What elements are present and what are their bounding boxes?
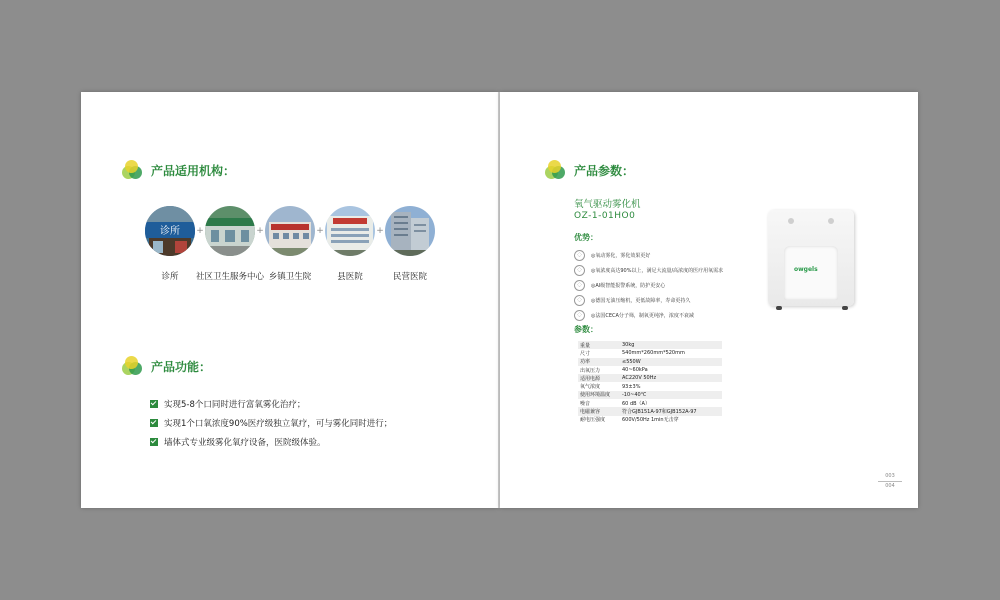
page-number-divider — [878, 481, 902, 482]
specs-table — [578, 341, 722, 424]
table-row: 尺寸 540mm*260mm*520mm — [580, 350, 685, 357]
list-item: ◌ ◎氧浓度高达90%以上，满足大流量/高浓度的医疗用氧需求 — [574, 263, 723, 278]
institution-label: 社区卫生服务中心 — [195, 272, 264, 282]
institutions-title: 产品适用机构： — [151, 163, 236, 178]
clinic-sign-text: 诊所 — [160, 226, 180, 237]
list-item: ◌ ◎法国CECA分子筛，制氧更纯净，浓度不衰减 — [574, 308, 723, 323]
page-number-top: 003 — [885, 473, 895, 479]
institution-label: 民营医院 — [392, 272, 427, 282]
institutions-row — [145, 206, 435, 282]
plus-icon: + — [376, 226, 384, 236]
brand-logo-icon — [121, 356, 143, 376]
checkbox-icon — [150, 419, 158, 427]
product-name: 氧气驱动雾化机 — [574, 199, 641, 210]
list-item: ◌ ◎德国无油压缩机，更低故障率，寿命更持久 — [574, 293, 723, 308]
nebulizer-icon: ◌ — [574, 250, 585, 261]
functions-heading — [121, 356, 211, 376]
right-page — [500, 92, 918, 508]
advantages-list — [574, 248, 723, 323]
institution-community-center — [195, 206, 264, 282]
page-number-bottom: 004 — [885, 483, 895, 489]
table-row: 使用环境温度 -10~40℃ — [578, 391, 722, 399]
table-row: 氧气浓度 93±3% — [580, 383, 641, 391]
device-front-panel — [784, 246, 838, 300]
list-item: ◌ ◎氧动雾化，雾化效果更好 — [574, 248, 723, 263]
specs-title: 参数： — [574, 325, 598, 334]
institution-county-hospital — [325, 206, 375, 282]
list-item: 墙体式专业级雾化氧疗设备，医院级体验。 — [150, 432, 392, 451]
table-row: 噪音 60 dB（A） — [580, 400, 650, 407]
params-page-title: 产品参数： — [574, 163, 635, 178]
plus-icon: + — [256, 226, 264, 236]
plus-icon: + — [196, 226, 204, 236]
list-item: 实现5-8个口同时进行富氧雾化治疗； — [150, 394, 392, 413]
table-row: 功率 ≤550W — [578, 358, 722, 366]
table-row: 电磁兼容 符合GJB151A-97和GJB152A-97 — [578, 407, 722, 415]
device-wheel — [842, 306, 848, 310]
township-hospital-photo — [265, 206, 315, 256]
advantages-title: 优势： — [574, 233, 598, 242]
private-hospital-photo — [385, 206, 435, 256]
institution-township-hospital — [265, 206, 315, 282]
institution-private-hospital — [385, 206, 435, 282]
nebulizer-device-image — [768, 210, 854, 306]
compressor-icon: ◌ — [574, 295, 585, 306]
institution-clinic — [145, 206, 195, 282]
institution-label: 乡镇卫生院 — [268, 272, 312, 282]
institution-label: 县医院 — [337, 272, 363, 282]
device-knob — [828, 218, 834, 224]
brand-logo-icon — [544, 160, 566, 180]
clinic-photo — [145, 206, 195, 256]
concentration-icon: ◌ — [574, 265, 585, 276]
table-row: 耐电压强度 600V/50Hz 1min无击穿 — [580, 417, 679, 424]
brand-logo-icon — [121, 160, 143, 180]
device-knob — [788, 218, 794, 224]
device-wheel — [776, 306, 782, 310]
device-brand-text: owgels — [794, 266, 818, 273]
table-row: 重量 30kg — [578, 341, 722, 349]
list-item: 实现1个口氧浓度90%医疗级独立氧疗，可与雾化同时进行； — [150, 413, 392, 432]
functions-list — [150, 394, 392, 451]
checkbox-icon — [150, 438, 158, 446]
product-model: OZ-1-01HO0 — [574, 211, 636, 221]
alarm-icon: ◌ — [574, 280, 585, 291]
checkbox-icon — [150, 400, 158, 408]
community-center-photo — [205, 206, 255, 256]
params-heading — [544, 160, 634, 180]
sieve-icon: ◌ — [574, 310, 585, 321]
institutions-heading — [121, 160, 235, 180]
left-page — [81, 92, 498, 508]
table-row: 适用电源 AC220V 50Hz — [578, 374, 722, 382]
county-hospital-photo — [325, 206, 375, 256]
plus-icon: + — [316, 226, 324, 236]
table-row: 出氧压力 40~60kPa — [580, 367, 648, 374]
institution-label: 诊所 — [161, 272, 179, 282]
functions-title: 产品功能： — [151, 359, 212, 374]
list-item: ◌ ◎AI级智能报警系统，防护更安心 — [574, 278, 723, 293]
